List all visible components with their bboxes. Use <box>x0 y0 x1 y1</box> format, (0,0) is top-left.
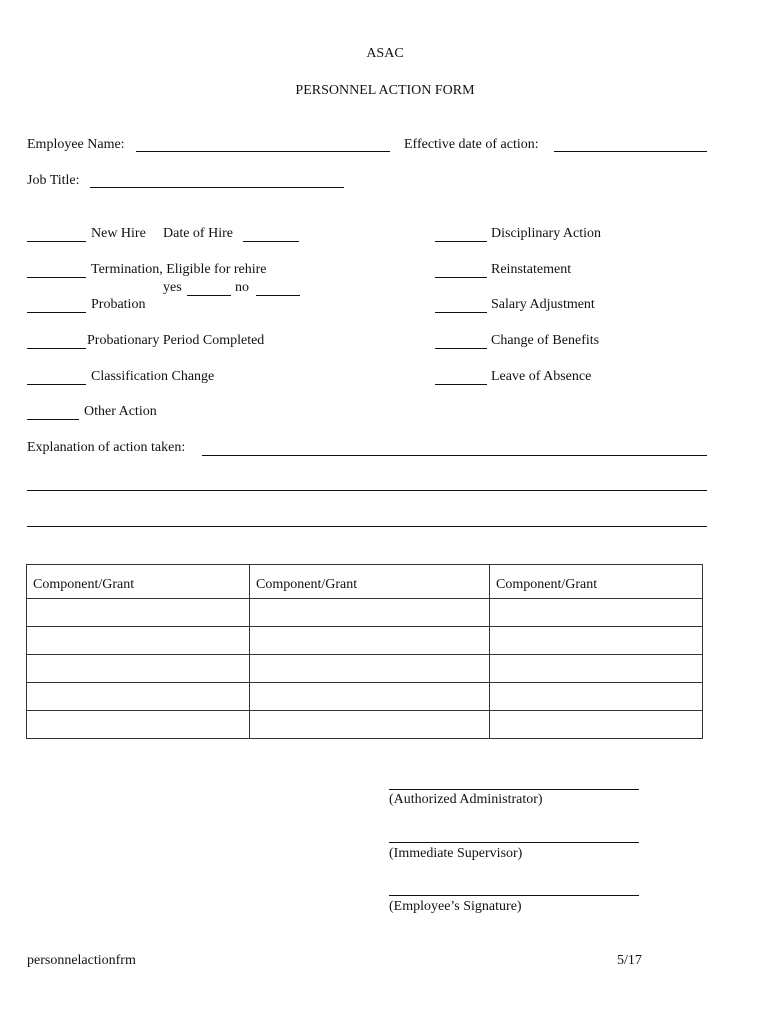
table-cell[interactable] <box>250 711 490 739</box>
rehire-no-label: no <box>235 280 249 295</box>
new-hire-label: New Hire <box>91 226 146 241</box>
classification-change-label: Classification Change <box>91 369 215 384</box>
explanation-line-2[interactable] <box>27 490 707 491</box>
classification-change-blank[interactable] <box>27 384 86 385</box>
table-cell[interactable] <box>490 683 703 711</box>
table-row <box>27 711 703 739</box>
termination-blank[interactable] <box>27 277 86 278</box>
employee-name-label: Employee Name: <box>27 137 125 152</box>
change-benefits-blank[interactable] <box>435 348 487 349</box>
other-action-label: Other Action <box>84 404 157 419</box>
disciplinary-label: Disciplinary Action <box>491 226 602 241</box>
table-row <box>27 655 703 683</box>
probation-blank[interactable] <box>27 312 86 313</box>
table-header-row <box>27 565 703 599</box>
job-title-field[interactable] <box>90 187 344 188</box>
employee-signature-line[interactable] <box>389 895 639 896</box>
table-row <box>27 627 703 655</box>
footer-filename: personnelactionfrm <box>27 953 136 968</box>
table-cell[interactable] <box>27 599 250 627</box>
explanation-line-1[interactable] <box>202 455 707 456</box>
table-cell[interactable] <box>490 599 703 627</box>
administrator-signature-line[interactable] <box>389 789 639 790</box>
table-cell[interactable] <box>250 683 490 711</box>
rehire-yes-field[interactable] <box>187 295 231 296</box>
footer-version: 5/17 <box>617 953 642 968</box>
column-header: Component/Grant <box>27 565 250 599</box>
salary-adjustment-label: Salary Adjustment <box>491 297 595 312</box>
employee-signature-label: (Employee’s Signature) <box>389 899 522 914</box>
column-header: Component/Grant <box>490 565 703 599</box>
table-cell[interactable] <box>27 683 250 711</box>
explanation-label: Explanation of action taken: <box>27 440 186 455</box>
page-title: PERSONNEL ACTION FORM <box>295 83 475 98</box>
employee-name-field[interactable] <box>136 151 390 152</box>
termination-label: Termination, Eligible for rehire <box>91 262 267 277</box>
supervisor-signature-label: (Immediate Supervisor) <box>389 846 523 861</box>
rehire-no-field[interactable] <box>256 295 300 296</box>
table-cell[interactable] <box>250 655 490 683</box>
component-grant-table <box>26 564 703 739</box>
effective-date-field[interactable] <box>554 151 707 152</box>
reinstatement-blank[interactable] <box>435 277 487 278</box>
probation-label: Probation <box>91 297 146 312</box>
leave-absence-label: Leave of Absence <box>491 369 592 384</box>
supervisor-signature-line[interactable] <box>389 842 639 843</box>
disciplinary-blank[interactable] <box>435 241 487 242</box>
table-cell[interactable] <box>27 627 250 655</box>
rehire-yes-label: yes <box>163 280 182 295</box>
job-title-label: Job Title: <box>27 173 80 188</box>
explanation-line-3[interactable] <box>27 526 707 527</box>
new-hire-blank[interactable] <box>27 241 86 242</box>
column-header: Component/Grant <box>250 565 490 599</box>
effective-date-label: Effective date of action: <box>404 137 539 152</box>
table-cell[interactable] <box>490 627 703 655</box>
probationary-completed-blank[interactable] <box>27 348 86 349</box>
administrator-signature-label: (Authorized Administrator) <box>389 792 543 807</box>
date-of-hire-label: Date of Hire <box>163 226 233 241</box>
salary-adjustment-blank[interactable] <box>435 312 487 313</box>
table-cell[interactable] <box>250 627 490 655</box>
change-benefits-label: Change of Benefits <box>491 333 600 348</box>
other-action-blank[interactable] <box>27 419 79 420</box>
table-cell[interactable] <box>250 599 490 627</box>
table-row <box>27 683 703 711</box>
reinstatement-label: Reinstatement <box>491 262 572 277</box>
table-row <box>27 599 703 627</box>
table-cell[interactable] <box>490 711 703 739</box>
table-cell[interactable] <box>490 655 703 683</box>
probationary-completed-label: Probationary Period Completed <box>87 333 265 348</box>
table-cell[interactable] <box>27 655 250 683</box>
date-of-hire-field[interactable] <box>243 241 299 242</box>
table-cell[interactable] <box>27 711 250 739</box>
leave-absence-blank[interactable] <box>435 384 487 385</box>
organization-name: ASAC <box>366 46 404 61</box>
